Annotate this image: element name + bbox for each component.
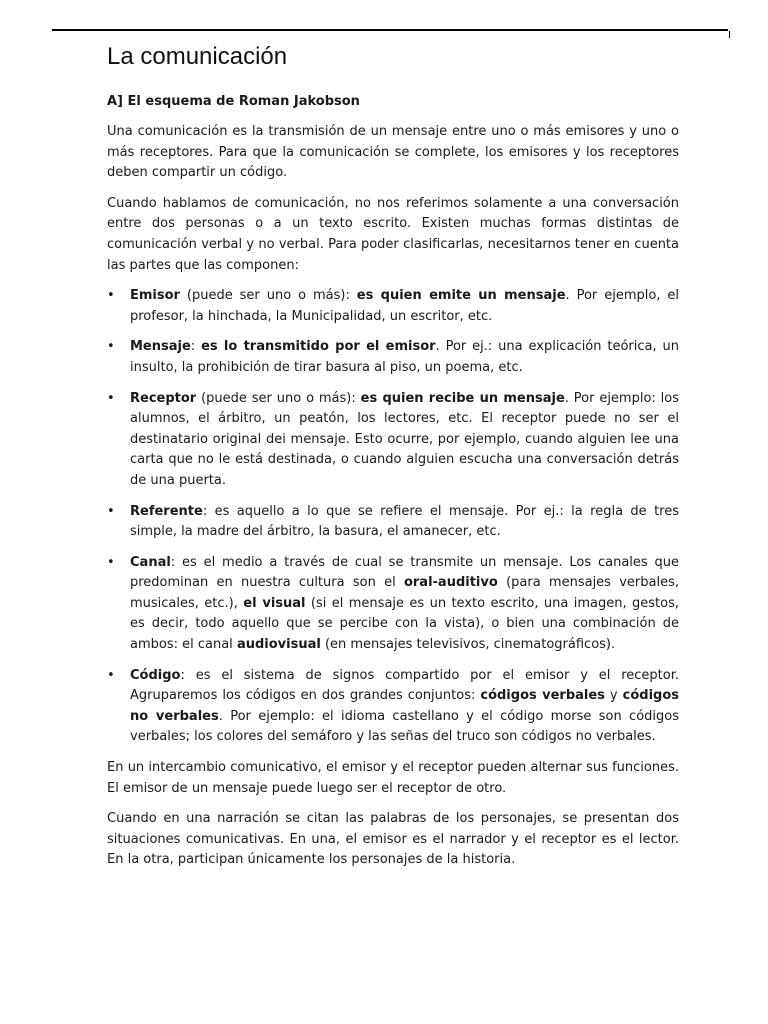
- document-body: [107, 44, 679, 871]
- bold-segment: audiovisual: [236, 637, 321, 653]
- text-segment: . Por ejemplo: el idioma castellano y el código morse son códigos verbales; los colores del semáforo y las señas del truco son códigos no verbales.: [130, 708, 679, 745]
- text-segment: : es el medio a través de cual se transmite un mensaje. Los canales que predominan en nuestra cultura son el: [130, 554, 679, 591]
- list-item-mensaje: [107, 337, 679, 378]
- list-item-referente: [107, 502, 679, 543]
- bold-segment: el visual: [243, 595, 306, 611]
- page-title: La comunicación: [107, 43, 288, 70]
- paragraph-3: En un intercambio comunicativo, el emisor y el receptor pueden alternar sus funciones. El emisor de un mensaje puede luego ser el receptor de otro.: [107, 760, 679, 796]
- text-segment: . Por ej.: una explicación teórica, un insulto, la prohibición de tirar basura al piso, un poema, etc.: [130, 339, 680, 375]
- bullet: •: [107, 554, 115, 570]
- term-receptor: Receptor: [130, 390, 197, 406]
- bullet: •: [107, 667, 115, 683]
- bold-segment: es lo transmitido por el emisor: [201, 339, 436, 355]
- bullet: •: [107, 339, 115, 355]
- text-segment: . Por ejemplo: los alumnos, el árbitro, un peatón, los lectores, etc. El receptor puede no ser el destinatario original dei mensaje. Esto ocurre, por ejemplo, cuando alguien lee una carta que no le está destinada, o cuando alguien escucha una conversación detrás de una puerta.: [130, 390, 679, 488]
- text-segment: : es el sistema de signos compartido por el emisor y el receptor. Agruparemos los códigos en dos grandes conjuntos:: [130, 667, 679, 704]
- list-item-codigo: [107, 666, 679, 748]
- intro-paragraph: Una comunicación es la transmisión de un mensaje entre uno o más emisores y uno o más receptores. Para que la comunicación se complete, los emisores y los receptores deben compartir un código.: [107, 124, 679, 181]
- text-segment: (en mensajes televisivos, cinematográficos).: [320, 637, 616, 653]
- paragraph-4: Cuando en una narración se citan las palabras de los personajes, se presentan dos situaciones comunicativas. En una, el emisor es el narrador y el receptor es el lector. En la otra, participan únicamente los personajes de la historia.: [107, 811, 679, 868]
- bold-segment: oral-auditivo: [403, 575, 498, 591]
- components-list: [107, 286, 679, 748]
- text-segment: (puede ser uno o más):: [179, 288, 357, 304]
- bullet: •: [107, 288, 115, 304]
- page-marker: [729, 31, 730, 38]
- text-segment: (si el mensaje es un texto escrito, una imagen, gestos, es decir, todo aquello que se percibe con la vista), o bien una combinación de ambos: el canal: [130, 595, 679, 653]
- term-emisor: Emisor: [130, 288, 180, 304]
- bold-segment: es quien emite un mensaje: [356, 288, 566, 304]
- term-mensaje: Mensaje: [130, 339, 191, 355]
- bold-segment: códigos verbales: [480, 688, 605, 704]
- text-segment: :: [190, 339, 202, 355]
- text-segment: : es aquello a lo que se refiere el mensaje. Por ej.: la regla de tres simple, la madre del árbitro, la basura, el amanecer, etc.: [130, 503, 679, 540]
- list-item-canal: [107, 553, 679, 656]
- list-item-emisor: [107, 286, 679, 327]
- term-referente: Referente: [130, 503, 203, 519]
- list-item-receptor: [107, 389, 679, 492]
- paragraph-2: Cuando hablamos de comunicación, no nos referimos solamente a una conversación entre dos personas o a un texto escrito. Existen muchas formas distintas de comunicación verbal y no verbal. Para poder clasificarlas, necesitarnos tener en cuenta las partes que las componen:: [107, 195, 679, 273]
- text-segment: y: [604, 688, 623, 704]
- section-heading: A] El esquema de Roman Jakobson: [107, 94, 360, 109]
- bold-segment: es quien recibe un mensaje: [360, 390, 565, 406]
- header-rule: [52, 29, 728, 31]
- bullet: •: [107, 390, 115, 406]
- term-codigo: Código: [130, 667, 181, 683]
- bold-segment: códigos no verbales: [130, 688, 679, 724]
- text-segment: . Por ejemplo, el profesor, la hinchada, la Municipalidad, un escritor, etc.: [130, 288, 679, 324]
- bullet: •: [107, 503, 115, 519]
- text-segment: (para mensajes verbales, musicales, etc.),: [130, 575, 679, 611]
- term-canal: Canal: [130, 554, 171, 570]
- text-segment: (puede ser uno o más):: [196, 390, 361, 406]
